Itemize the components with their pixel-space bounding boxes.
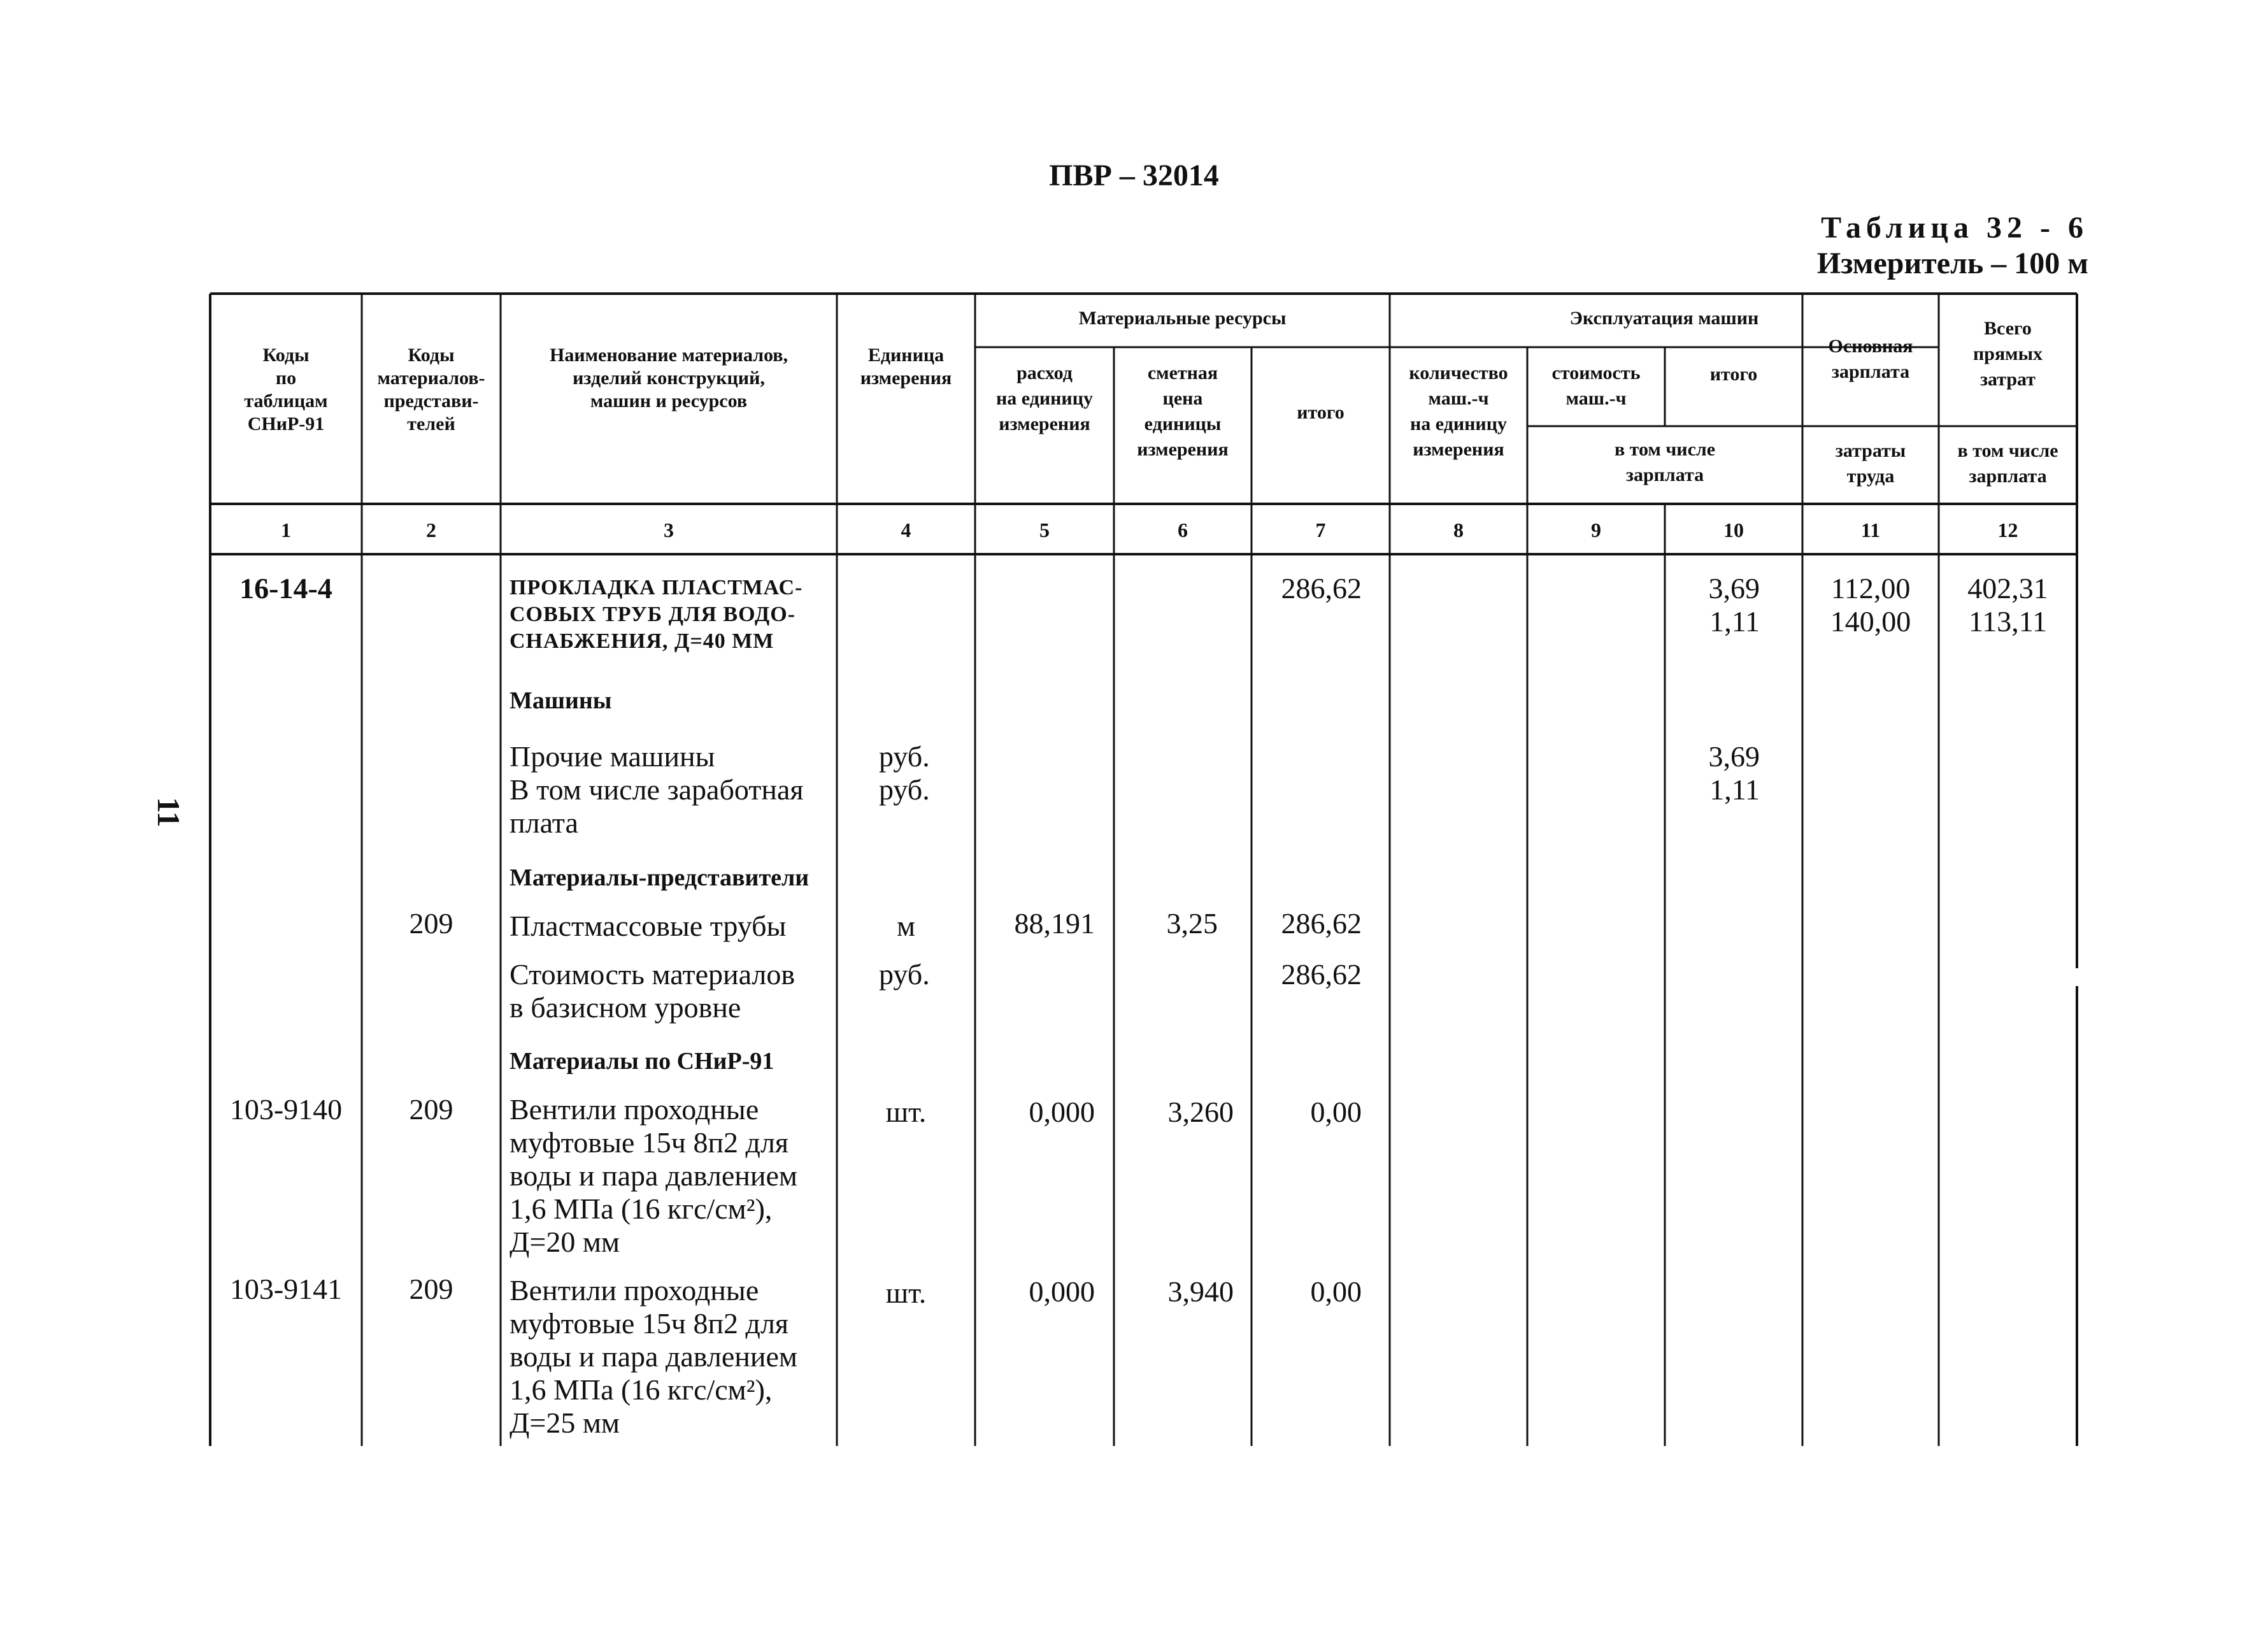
header-machine-total: итого: [1709, 364, 1758, 385]
header-unit: Единица измерения: [860, 345, 952, 389]
section-representative-materials: Материалы-представители: [510, 864, 809, 891]
header-machine-wage-sub: в том числе зарплата: [1614, 439, 1716, 485]
column-number-8: 8: [1453, 519, 1464, 541]
main-item-basic-wage: 112,00 140,00: [1830, 572, 1911, 638]
pipes-consumption: 88,191: [1014, 907, 1095, 940]
main-item-total-direct: 402,31 113,11: [1967, 572, 2048, 638]
header-labor-cost: затраты труда: [1835, 440, 1906, 487]
section-snip-materials: Материалы по СНиР-91: [510, 1048, 774, 1075]
valve-25-unit: шт.: [885, 1277, 927, 1309]
column-number-1: 1: [281, 519, 291, 541]
header-codes-snip: Коды по таблицам СНиР-91: [244, 345, 328, 434]
column-number-7: 7: [1315, 519, 1326, 541]
header-machine-operation: Эксплуатация машин: [1569, 308, 1759, 329]
pipes-unit-price: 3,25: [1166, 907, 1218, 940]
header-unit-price: сметная цена единицы измерения: [1137, 362, 1229, 460]
valve-25-code: 103-9141: [229, 1273, 343, 1305]
material-cost-total: 286,62: [1281, 958, 1362, 991]
header-material-total: итого: [1297, 402, 1344, 423]
header-consumption: расход на единицу измерения: [995, 362, 1094, 434]
column-number-2: 2: [426, 519, 436, 541]
material-cost-unit: руб.: [879, 958, 930, 991]
valve-20-unit: шт.: [885, 1096, 927, 1128]
header-basic-wage: Основная зарплата: [1828, 336, 1913, 382]
column-number-12: 12: [1997, 519, 2018, 541]
valve-25-consumption: 0,000: [1029, 1275, 1095, 1308]
valve-20-representative-code: 209: [409, 1093, 453, 1126]
valve-20-name: Вентили проходные муфтовые 15ч 8п2 для воды и пара давлением 1,6 МПа (16 кгс/см²), Д=20 мм: [510, 1093, 798, 1258]
pipes-representative-code: 209: [409, 907, 453, 940]
valve-25-unit-price: 3,940: [1167, 1275, 1234, 1308]
valve-20-code: 103-9140: [229, 1093, 343, 1126]
section-machines: Машины: [510, 687, 612, 714]
valve-25-representative-code: 209: [409, 1273, 453, 1305]
header-total-wage-sub: в том числе зарплата: [1957, 440, 2058, 487]
valve-20-unit-price: 3,260: [1167, 1096, 1234, 1128]
column-number-11: 11: [1860, 519, 1881, 541]
header-machine-hours: количество маш.-ч на единицу измерения: [1409, 362, 1508, 460]
main-item-name: ПРОКЛАДКА ПЛАСТМАС- СОВЫХ ТРУБ ДЛЯ ВОДО- СНАБЖЕНИЯ, Д=40 ММ: [510, 576, 803, 653]
header-machine-hour-cost: стоимость маш.-ч: [1551, 362, 1641, 409]
column-number-9: 9: [1591, 519, 1601, 541]
document-title: ПВР – 32014: [1049, 159, 1219, 192]
table-title: Таблица 32 - 6: [1821, 211, 2088, 245]
valve-25-name: Вентили проходные муфтовые 15ч 8п2 для воды и пара давлением 1,6 МПа (16 кгс/см²), Д=25 мм: [510, 1274, 798, 1439]
pipes-name: Пластмассовые трубы: [510, 910, 787, 942]
header-material-resources: Материальные ресурсы: [1078, 308, 1287, 329]
header-total-direct-costs: Всего прямых затрат: [1972, 318, 2043, 390]
main-item-code: 16-14-4: [239, 572, 332, 605]
main-item-material-total: 286,62: [1281, 572, 1362, 605]
valve-20-total: 0,00: [1310, 1096, 1362, 1128]
pipes-total: 286,62: [1281, 907, 1362, 940]
main-item-machine-total: 3,69 1,11: [1708, 572, 1760, 638]
material-cost-name: Стоимость материалов в базисном уровне: [510, 958, 795, 1024]
table-measure: Измеритель – 100 м: [1816, 247, 2088, 280]
other-machines-name: Прочие машины В том числе заработная плата: [510, 740, 804, 839]
other-machines-unit: руб. руб.: [879, 740, 930, 806]
valve-25-total: 0,00: [1310, 1275, 1362, 1308]
page-number: 11: [151, 797, 187, 827]
column-number-4: 4: [901, 519, 911, 541]
pipes-unit: м: [896, 910, 916, 942]
other-machines-total: 3,69 1,11: [1708, 740, 1760, 806]
valve-20-consumption: 0,000: [1029, 1096, 1095, 1128]
column-number-6: 6: [1178, 519, 1188, 541]
header-codes-representatives: Коды материалов- представи- телей: [377, 345, 485, 434]
column-number-3: 3: [664, 519, 674, 541]
column-number-10: 10: [1723, 519, 1744, 541]
header-name: Наименование материалов, изделий конструкций, машин и ресурсов: [549, 345, 788, 412]
column-number-5: 5: [1039, 519, 1050, 541]
